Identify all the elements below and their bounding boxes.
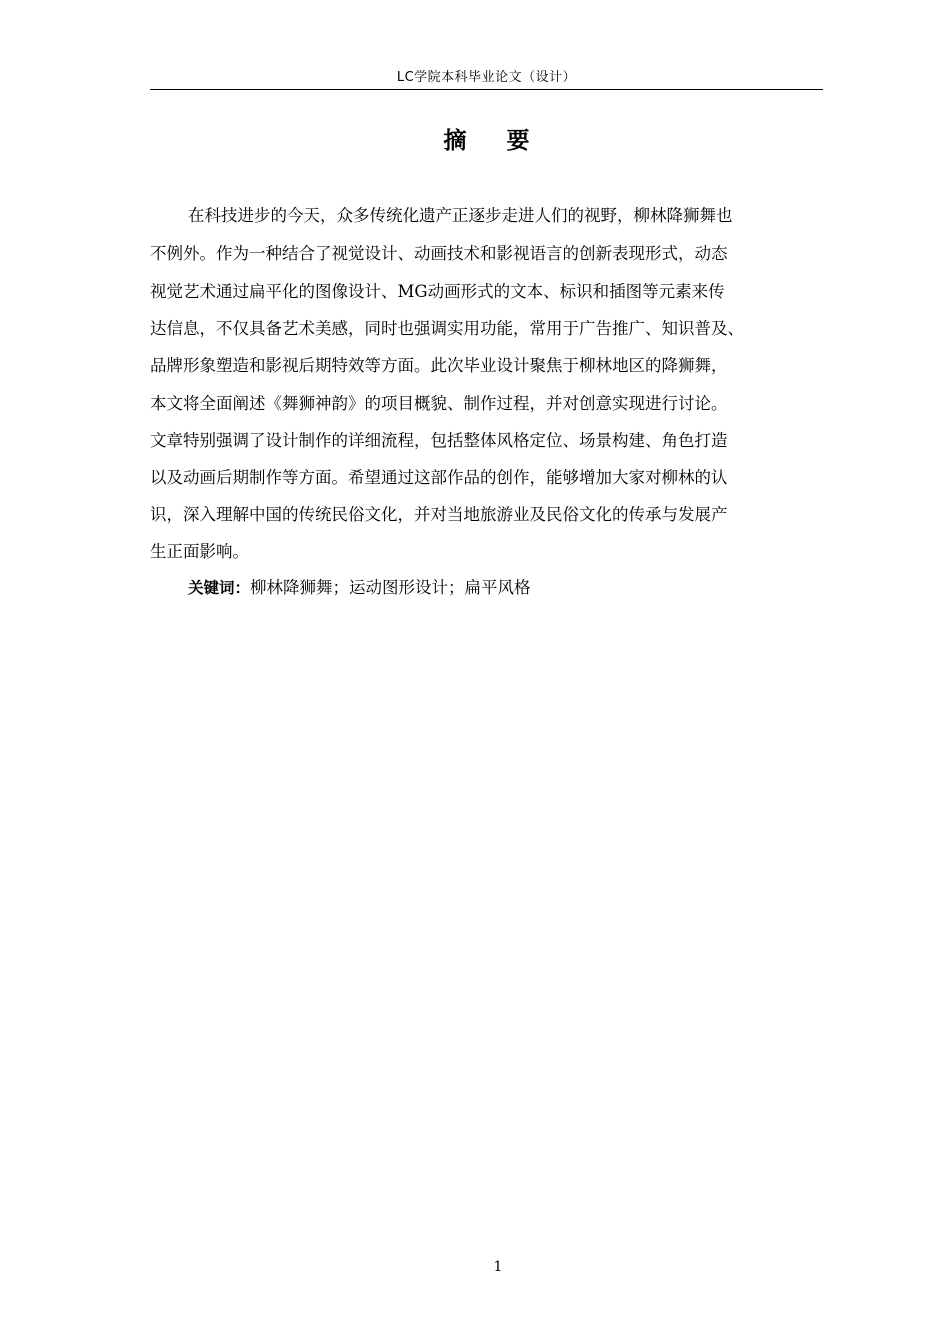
page-number: 1 [493, 1259, 503, 1275]
keywords-text: 柳林降狮舞；运动图形设计；扁平风格 [250, 578, 531, 597]
keywords-label: 关键词： [188, 579, 251, 597]
abstract-line: 文章特别强调了设计制作的详细流程，包括整体风格定位、场景构建、角色打造 [150, 431, 728, 450]
abstract-title: 摘 要 [443, 128, 546, 154]
keywords-line [188, 577, 531, 599]
abstract-line: 生正面影响。 [150, 542, 249, 561]
running-header: LC学院本科毕业论文（设计） [396, 70, 577, 85]
abstract-line: 以及动画后期制作等方面。希望通过这部作品的创作，能够增加大家对柳林的认 [150, 468, 728, 487]
abstract-line: 品牌形象塑造和影视后期特效等方面。此次毕业设计聚焦于柳林地区的降狮舞， [150, 356, 728, 375]
abstract-line: 识，深入理解中国的传统民俗文化，并对当地旅游业及民俗文化的传承与发展产 [150, 505, 728, 524]
abstract-line: 在科技进步的今天，众多传统化遗产正逐步走进人们的视野，柳林降狮舞也 [188, 206, 733, 225]
header-rule [150, 89, 823, 90]
abstract-line: 达信息，不仅具备艺术美感，同时也强调实用功能，常用于广告推广、知识普及、 [150, 319, 744, 338]
abstract-line: 视觉艺术通过扁平化的图像设计、MG动画形式的文本、标识和插图等元素来传 [150, 282, 725, 301]
abstract-line: 不例外。作为一种结合了视觉设计、动画技术和影视语言的创新表现形式，动态 [150, 244, 728, 263]
abstract-line: 本文将全面阐述《舞狮神韵》的项目概貌、制作过程，并对创意实现进行讨论。 [150, 394, 728, 413]
